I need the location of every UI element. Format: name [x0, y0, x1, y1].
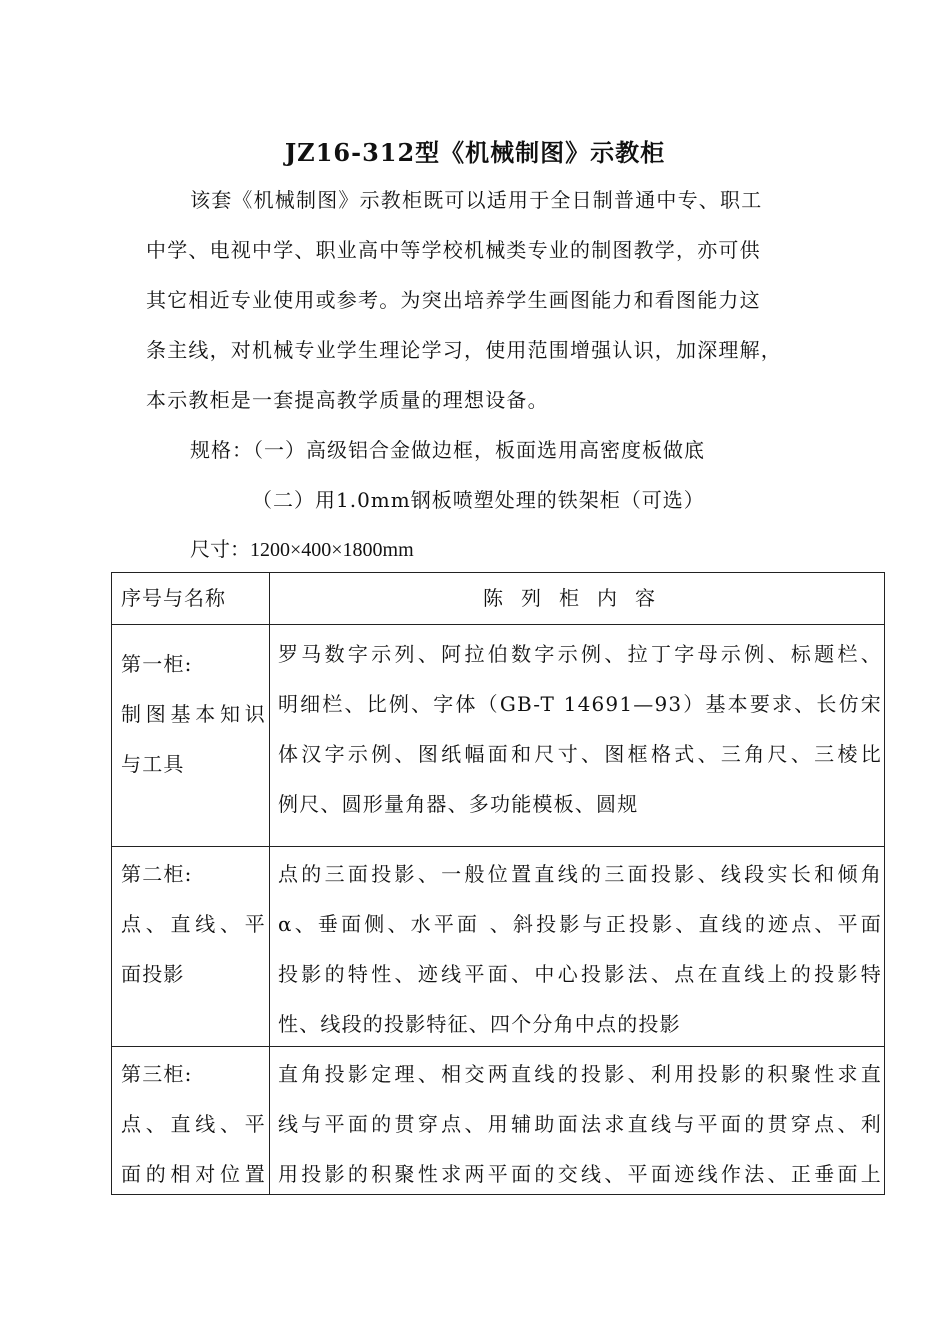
table-row-name — [121, 849, 266, 999]
table-row-content — [278, 629, 882, 829]
size-line — [190, 534, 414, 565]
row-content-line: α、垂面侧、水平面 、斜投影与正投影、直线的迹点、平面 — [278, 912, 882, 936]
table-row-content — [278, 1049, 882, 1199]
intro-line: 条主线，对机械专业学生理论学习，使用范围增强认识，加深理解， — [146, 338, 782, 362]
row-content-line: 明细栏、比例、字体（GB-T 14691—93）基本要求、长仿宋 — [278, 692, 882, 716]
intro-line: 本示教柜是一套提高教学质量的理想设备。 — [146, 388, 549, 412]
document-title: JZ16-312型《机械制图》示教柜 — [284, 138, 666, 167]
row-divider — [112, 846, 884, 847]
spec-line-2: （二）用1.0mm钢板喷塑处理的铁架柜（可选） — [252, 488, 705, 512]
intro-line: 该套《机械制图》示教柜既可以适用于全日制普通中专、职工 — [190, 188, 763, 212]
intro-line: 中学、电视中学、职业高中等学校机械类专业的制图教学，亦可供 — [146, 238, 761, 262]
row-name-line: 面的相对位置 — [121, 1162, 266, 1186]
row-content-line: 直角投影定理、相交两直线的投影、利用投影的积聚性求直 — [278, 1062, 882, 1086]
row-content-line: 用投影的积聚性求两平面的交线、平面迹线作法、正垂面上 — [278, 1162, 882, 1186]
table-row-name — [121, 639, 266, 789]
row-content-line: 性、线段的投影特征、四个分角中点的投影 — [278, 1012, 681, 1036]
row-content-line: 投影的特性、迹线平面、中心投影法、点在直线上的投影特 — [278, 962, 882, 986]
row-name-line: 第一柜: — [121, 652, 193, 676]
row-name-line: 第二柜: — [121, 862, 193, 886]
header-name-cell: 序号与名称 — [121, 586, 226, 610]
content-table — [111, 572, 885, 1195]
table-row-content — [278, 849, 882, 1049]
row-content-line: 罗马数字示列、阿拉伯数字示例、拉丁字母示例、标题栏、 — [278, 642, 882, 666]
row-name-line: 面投影 — [121, 962, 185, 986]
row-content-line: 例尺、圆形量角器、多功能模板、圆规 — [278, 792, 639, 816]
row-name-line: 第三柜: — [121, 1062, 193, 1086]
header-content-cell: 陈列柜内容 — [483, 586, 673, 610]
table-row-name — [121, 1049, 266, 1199]
row-content-line: 线与平面的贯穿点、用辅助面法求直线与平面的贯穿点、利 — [278, 1112, 882, 1136]
spec-line-1: 规格：（一）高级铝合金做边框，板面选用高密度板做底 — [190, 438, 705, 462]
size-value: 1200×400×1800mm — [250, 539, 414, 561]
intro-line: 其它相近专业使用或参考。为突出培养学生画图能力和看图能力这 — [146, 288, 761, 312]
row-name-line: 点、直线、平 — [121, 912, 266, 936]
row-name-line: 与工具 — [121, 752, 185, 776]
row-name-line: 点、直线、平 — [121, 1112, 266, 1136]
size-label: 尺寸： — [190, 537, 250, 561]
row-divider — [112, 624, 884, 625]
row-content-line: 体汉字示例、图纸幅面和尺寸、图框格式、三角尺、三棱比 — [278, 742, 882, 766]
row-content-line: 点的三面投影、一般位置直线的三面投影、线段实长和倾角 — [278, 862, 882, 886]
row-name-line: 制图基本知识 — [121, 702, 266, 726]
column-divider — [269, 573, 270, 1194]
